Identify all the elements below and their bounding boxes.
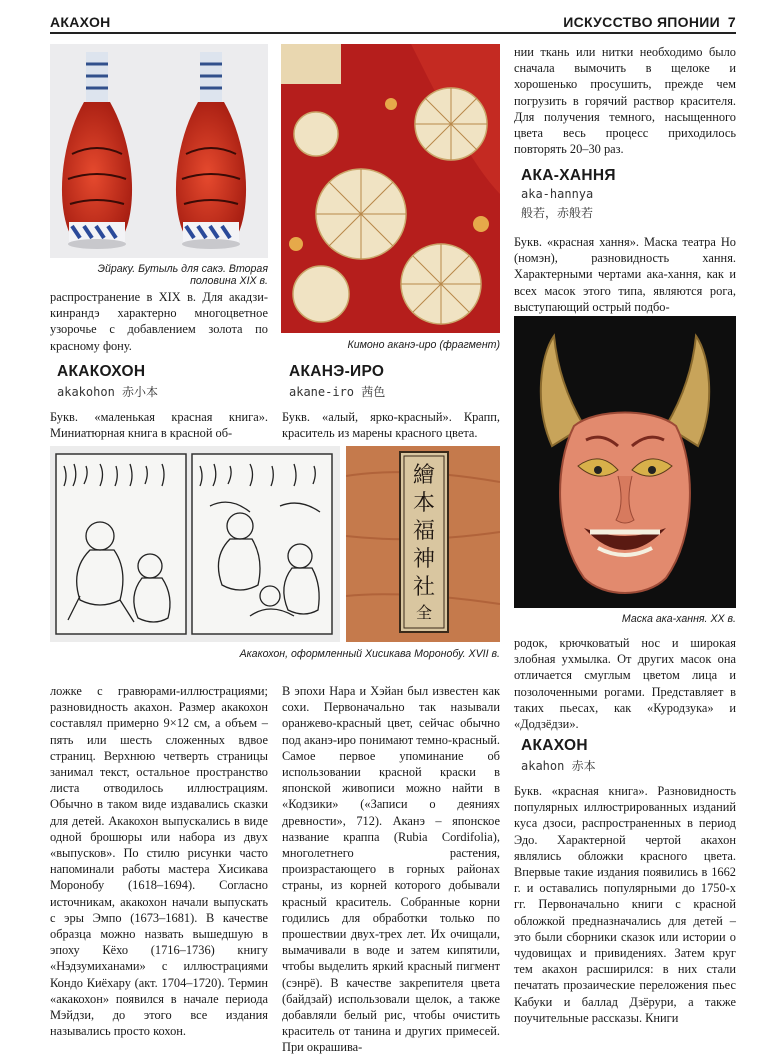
vases-caption: Эйраку. Бутыль для сакэ. Вторая половина XIX в. [97,263,268,287]
col1-top-text: распространение в XIX в. Для акадзи-кинрандэ характерно многоцветное узорочье с добавлением золота по красному фону. [50,290,268,353]
akahon-romaji-line [521,757,596,774]
kimono-image [281,44,500,333]
aka-hannya-text-continued: родок, крючковатый нос и широкая злобная ухмылка. От других масок она отличается смуглым цветом лица и позолоченными рогами. Представляет в таких пьесах, как «Куродзука» и «Додзёдзи». [514,636,736,732]
header-rule [50,32,736,34]
aka-hannya-romaji: aka-hannya [521,187,594,201]
akane-iro-text: Букв. «алый, ярко-красный». Крапп, краситель из марены красного цвета. [282,410,500,441]
book-spread-illustration [50,446,340,642]
vases-image [50,44,268,258]
hannya-mask-image [514,316,736,608]
running-head-section: ИСКУССТВО ЯПОНИИ [563,14,720,30]
col2-bottom-text: В эпохи Нара и Хэйан был известен как сохи. Первоначально так называли оранжево-красный цвет, сейчас обычно под аканэ-иро понимают темно-красный. Самое первое упоминание об использовании красной краски в японской живописи можно найти в «Кодзики» («Записи о деяниях древности», 712). Аканэ – японское название краппа (Rubia Cordifolia), многолетнего растения, произрастающего в горных районах страны, из корней которого добывали красный краситель. Собранные корни годились для обработки только по прошествии двух-трех лет. Их очищали, вымачивали в воде и затем кипятили, чтобы выделить яркий красный пигмент (сэнрё). В качестве закрепителя цвета (байдзай) использовали щелок, а также добавляли белый рис, чтобы очистить краситель от танина и других примесей. При окрашива- [282,684,500,1055]
kimono-caption: Кимоно аканэ-иро (фрагмент) [347,339,500,351]
akahon-text: Букв. «красная книга». Разновидность популярных иллюстрированных изданий куса дзоси, распространенных в период Эдо. Характерной чертой акахон являлись обложки красного цвета. Впервые такие издания появились в 1662 г. и оставались популярными до 1750-х гг. Первоначально книги с красной обложкой предназначались для детей – это были сборники сказок или истории о чудовищах и привидениях. Затем круг тем акахон расширился: в них стали печатать прозаические переложения пьес Кабуки и баллад Дзёрури, а также поучительные рассказы. Книги [514,784,736,1025]
col3-top-text: нии ткань или нитки необходимо было сначала вымочить в щелоке и хорошенько просушить, прежде чем погрузить в горячий раствор красителя. Для получения темного, насыщенного цвета весь процесс приходилось повторять 20–30 раз. [514,45,736,157]
kimono-illustration [281,44,500,333]
akakohon-title: АКАКОХОН [57,363,146,380]
book-cover-volume: 全 [415,603,432,622]
page-number: 7 [727,14,736,30]
akahon-title: АКАХОН [521,737,588,754]
book-cover-title: 繪本福神社 [412,463,435,600]
aka-hannya-title: АКА-ХАННЯ [521,167,616,184]
akahon-romaji: akahon [521,759,565,773]
akakohon-romaji-line [57,383,158,400]
col1-bottom-text: ложке с гравюрами-иллюстрациями; разновидность акахон. Размер акакохон составлял примерно 9×12 см, а объем – пять или шесть сложенных вдвое страниц. Верхнюю четверть страницы занимал текст, остальное пространство листа отводилось иллюстрациям. Обычно в таком виде издавались сказки для детей. Акакохон выпускались в виде одной брошюры или набора из двух «выпусков». По стилю рисунки часто напоминали работы мастера Хисикава Моронобу (1618–1694). Согласно источникам, акакохон начали выпускать с эры Эмпо (1673–1681). В качестве образца можно назвать вышедшую в эпоху Кёхо (1716–1736) книгу «Нэдзумиханами» с иллюстрациями Кондо Киёхару (акт. 1704–1720). Термин «акакохон» появился в начале периода Мэйдзи, до этого все издания назывались просто кохон. [50,684,268,1039]
book-caption: Акакохон, оформленный Хисикава Моронобу. XVII в. [239,648,500,660]
akane-iro-kanji: 茜色 [361,385,386,399]
mask-caption: Маска ака-хання. XX в. [621,613,736,625]
book-cover-image [346,446,500,642]
akakohon-book-spread-image [50,446,340,642]
akane-iro-title: АКАНЭ-ИРО [289,363,385,380]
akane-iro-romaji: akane-iro [289,385,355,399]
akane-iro-romaji-line [289,383,385,400]
akahon-kanji: 赤本 [571,759,596,773]
vases-illustration [50,44,268,258]
akakohon-romaji: akakohon [57,385,115,399]
akakohon-text: Букв. «маленькая красная книга». Миниатюрная книга в красной об- [50,410,268,441]
running-head-left: АКАХОН [50,14,111,30]
hannya-mask-illustration [514,316,736,608]
akakohon-kanji: 赤小本 [122,385,159,399]
aka-hannya-text: Букв. «красная хання». Маска театра Но (номэн), разновидность хання. Характерными чертами ака-хання, как и всех масок этого типа, являются рога, выступающий острый подбо- [514,235,736,314]
aka-hannya-kanji: 般若，赤般若 [521,206,594,220]
